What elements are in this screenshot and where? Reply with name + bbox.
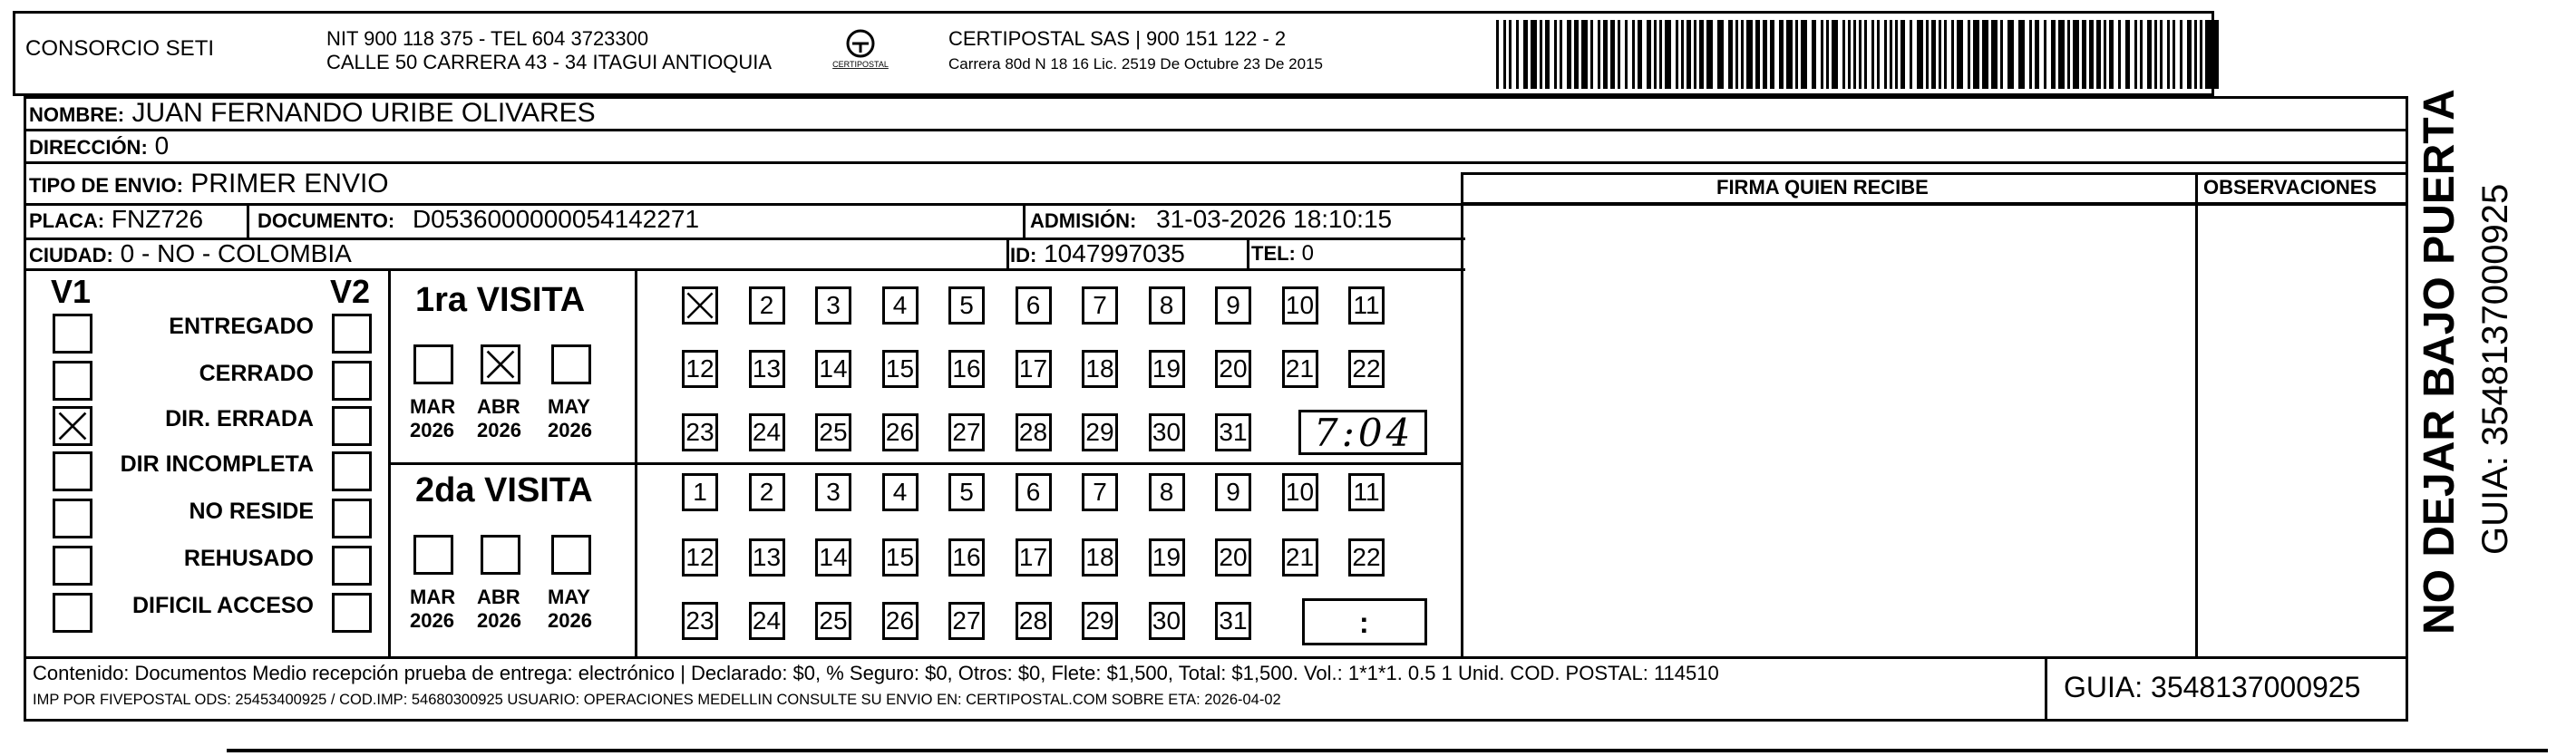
day-box[interactable] <box>1149 538 1185 577</box>
v1-label: V1 <box>51 273 92 310</box>
certipostal-logo <box>832 27 889 76</box>
day-number: 10 <box>1285 478 1315 506</box>
day-number: 19 <box>1152 354 1181 383</box>
day-box[interactable] <box>1215 473 1251 511</box>
day-box[interactable] <box>1082 350 1118 388</box>
ciudad-value: 0 - NO - COLOMBIA <box>120 239 352 267</box>
day-number: 6 <box>1026 478 1041 506</box>
day-number: 27 <box>952 606 981 635</box>
day-box[interactable] <box>1082 286 1118 325</box>
day-box[interactable] <box>1348 350 1385 388</box>
day-box[interactable] <box>1082 538 1118 577</box>
status-label: DIR INCOMPLETA <box>120 451 314 477</box>
day-number: 20 <box>1219 354 1248 383</box>
day-number: 18 <box>1085 354 1114 383</box>
day-box[interactable] <box>682 473 718 511</box>
day-box[interactable] <box>682 350 718 388</box>
col-line <box>1247 237 1249 268</box>
day-box[interactable] <box>1282 286 1318 325</box>
day-box[interactable] <box>1149 350 1185 388</box>
day-number: 17 <box>1018 543 1048 571</box>
day-box[interactable] <box>1348 538 1385 577</box>
second-time-value: : <box>1359 606 1369 639</box>
col-line <box>2195 172 2198 656</box>
day-number: 31 <box>1219 606 1248 635</box>
col-line <box>2045 656 2047 722</box>
first-time-value: 7:04 <box>1314 411 1414 455</box>
day-box[interactable] <box>1348 473 1385 511</box>
certipostal-line-2: Carrera 80d N 18 16 Lic. 2519 De Octubre 23 De 2015 <box>948 55 1323 73</box>
day-box[interactable] <box>1149 286 1185 325</box>
day-number: 23 <box>685 606 714 635</box>
day-box[interactable] <box>815 473 851 511</box>
first-visit-title: 1ra VISITA <box>415 281 586 319</box>
day-number: 30 <box>1152 418 1181 446</box>
day-box[interactable] <box>1016 602 1052 640</box>
day-box[interactable] <box>815 413 851 451</box>
day-box[interactable] <box>682 538 718 577</box>
month-label: MAR <box>410 586 456 608</box>
day-number: 15 <box>885 543 915 571</box>
month-label: ABR <box>477 395 520 418</box>
documento-value: D0536000000054142271 <box>412 205 700 233</box>
tipo-envio-value: PRIMER ENVIO <box>190 169 389 199</box>
day-box[interactable] <box>749 413 785 451</box>
day-box[interactable] <box>882 413 919 451</box>
row-line <box>24 129 2408 131</box>
day-box[interactable] <box>1149 602 1185 640</box>
month-label: MAR <box>410 395 456 418</box>
day-number: 22 <box>1352 354 1381 383</box>
day-number: 23 <box>685 418 714 446</box>
day-number: 31 <box>1219 418 1248 446</box>
day-number: 27 <box>952 418 981 446</box>
day-number: 14 <box>819 354 848 383</box>
day-number: 12 <box>685 354 714 383</box>
second-visit-title: 2da VISITA <box>415 471 593 509</box>
first-time-box[interactable] <box>1298 410 1427 455</box>
day-number: 25 <box>819 418 848 446</box>
day-number: 24 <box>752 606 782 635</box>
day-number: 17 <box>1018 354 1048 383</box>
day-number: 16 <box>952 543 981 571</box>
day-box[interactable] <box>1016 538 1052 577</box>
year-label: 2026 <box>548 609 592 632</box>
placa-label: PLACA: <box>29 209 105 232</box>
nombre-field <box>29 100 596 127</box>
day-number: 6 <box>1026 291 1041 319</box>
x-mark-icon <box>685 290 715 327</box>
day-number: 4 <box>892 291 908 319</box>
day-box[interactable] <box>682 286 718 325</box>
day-box[interactable] <box>948 473 985 511</box>
footer-guia: GUIA: 3548137000925 <box>2064 671 2361 703</box>
direccion-field <box>29 133 169 159</box>
day-box[interactable] <box>815 350 851 388</box>
admision-field <box>1030 207 1392 232</box>
v2-label: V2 <box>330 273 371 310</box>
day-box[interactable] <box>815 286 851 325</box>
month-label: MAY <box>548 586 590 608</box>
day-number: 25 <box>819 606 848 635</box>
v2-checkbox[interactable] <box>332 314 372 354</box>
day-number: 9 <box>1226 291 1240 319</box>
day-box[interactable] <box>1282 473 1318 511</box>
col-line <box>1461 172 1463 656</box>
day-box[interactable] <box>1215 602 1251 640</box>
day-number: 14 <box>819 543 848 571</box>
barcode <box>1496 20 2221 89</box>
nombre-label: NOMBRE: <box>29 103 125 126</box>
id-label: ID: <box>1010 244 1037 267</box>
row-line <box>1463 202 2408 205</box>
v2-checkbox[interactable] <box>332 451 372 491</box>
day-box[interactable] <box>1282 538 1318 577</box>
imp-text: IMP POR FIVEPOSTAL ODS: 25453400925 / COD.IMP: 54680300925 USUARIO: OPERACIONES MEDELLIN CONSULTE SU ENVIO EN: CERTIPOSTAL.COM SOBRE ETA: 2026-04-02 <box>33 692 1281 708</box>
day-number: 7 <box>1093 478 1107 506</box>
day-box[interactable] <box>948 538 985 577</box>
v2-checkbox[interactable] <box>332 546 372 586</box>
year-label: 2026 <box>477 609 521 632</box>
status-label: ENTREGADO <box>169 314 314 339</box>
day-number: 24 <box>752 418 782 446</box>
day-box[interactable] <box>749 538 785 577</box>
day-number: 19 <box>1152 543 1181 571</box>
day-box[interactable] <box>1149 473 1185 511</box>
day-box[interactable] <box>1215 413 1251 451</box>
placa-field <box>29 207 203 232</box>
id-field <box>1010 241 1185 267</box>
day-box[interactable] <box>948 286 985 325</box>
status-label: DIFICIL ACCESO <box>131 593 314 618</box>
year-label: 2026 <box>548 419 592 441</box>
ciudad-field <box>29 241 352 267</box>
col-line <box>1023 203 1026 237</box>
tel-field <box>1251 243 1314 265</box>
day-number: 8 <box>1159 291 1174 319</box>
barcode-bars <box>1496 20 2221 89</box>
x-mark-icon <box>484 348 517 385</box>
id-value: 1047997035 <box>1044 239 1185 267</box>
day-box[interactable] <box>1082 413 1118 451</box>
day-box[interactable] <box>749 350 785 388</box>
bottom-rule <box>227 749 2548 752</box>
side-notice: NO DEJAR BAJO PUERTA <box>2416 89 2464 635</box>
month-checkbox[interactable] <box>551 344 591 384</box>
day-box[interactable] <box>1082 473 1118 511</box>
day-box[interactable] <box>815 538 851 577</box>
day-number: 11 <box>1353 291 1380 319</box>
v2-checkbox[interactable] <box>332 593 372 633</box>
day-number: 9 <box>1226 478 1240 506</box>
tel-value: 0 <box>1301 241 1314 266</box>
day-number: 26 <box>885 418 915 446</box>
nombre-value: JUAN FERNANDO URIBE OLIVARES <box>131 98 596 128</box>
month-checkbox[interactable] <box>481 535 520 575</box>
day-box[interactable] <box>1215 286 1251 325</box>
tipo-envio-field <box>29 170 389 198</box>
day-box[interactable] <box>682 413 718 451</box>
observaciones-header: OBSERVACIONES <box>2203 176 2377 199</box>
day-number: 1 <box>693 478 707 506</box>
month-checkbox[interactable] <box>413 535 453 575</box>
day-number: 29 <box>1085 418 1114 446</box>
day-box[interactable] <box>882 538 919 577</box>
day-box[interactable] <box>882 350 919 388</box>
day-box[interactable] <box>1016 350 1052 388</box>
month-label: ABR <box>477 586 520 608</box>
logo-text: CERTIPOSTAL <box>832 60 889 69</box>
day-number: 4 <box>892 478 908 506</box>
year-label: 2026 <box>410 609 454 632</box>
col-line <box>247 203 249 237</box>
day-box[interactable] <box>1082 602 1118 640</box>
day-number: 18 <box>1085 543 1114 571</box>
day-number: 10 <box>1285 291 1315 319</box>
day-number: 11 <box>1353 478 1380 506</box>
company-name: CONSORCIO SETI <box>25 36 215 61</box>
day-number: 15 <box>885 354 915 383</box>
day-box[interactable] <box>1149 413 1185 451</box>
documento-field <box>258 207 699 232</box>
status-label: DIR. ERRADA <box>165 406 314 431</box>
day-number: 5 <box>959 478 974 506</box>
month-checkbox[interactable] <box>551 535 591 575</box>
day-box[interactable] <box>882 473 919 511</box>
day-box[interactable] <box>682 602 718 640</box>
row-line <box>24 268 1465 271</box>
address-line: CALLE 50 CARRERA 43 - 34 ITAGUI ANTIOQUIA <box>326 51 773 73</box>
day-box[interactable] <box>948 413 985 451</box>
day-number: 16 <box>952 354 981 383</box>
row-line <box>24 161 2408 164</box>
day-box[interactable] <box>815 602 851 640</box>
firma-header: FIRMA QUIEN RECIBE <box>1716 176 1929 199</box>
v2-checkbox[interactable] <box>332 499 372 538</box>
status-label: REHUSADO <box>183 546 314 571</box>
day-box[interactable] <box>1016 286 1052 325</box>
direccion-label: DIRECCIÓN: <box>29 136 148 159</box>
visit-divider <box>388 462 1462 465</box>
day-box[interactable] <box>1016 473 1052 511</box>
day-number: 21 <box>1285 543 1315 571</box>
day-number: 21 <box>1285 354 1315 383</box>
contenido-text: Contenido: Documentos Medio recepción prueba de entrega: electrónico | Declarado: $0, % Seguro: $0, Otros: $0, Flete: $1,500, Total: $1,500. Vol.: 1*1*1. 0.5 1 Unid. COD. POSTAL: 114510 <box>33 662 1719 684</box>
second-time-box[interactable] <box>1302 598 1427 645</box>
tel-label: TEL: <box>1251 242 1296 265</box>
day-number: 26 <box>885 606 915 635</box>
day-number: 30 <box>1152 606 1181 635</box>
day-number: 28 <box>1018 418 1048 446</box>
day-number: 8 <box>1159 478 1174 506</box>
day-number: 12 <box>685 543 714 571</box>
v2-checkbox[interactable] <box>332 406 372 446</box>
status-label: CERRADO <box>199 361 314 386</box>
day-box[interactable] <box>882 602 919 640</box>
day-box[interactable] <box>749 286 785 325</box>
day-number: 29 <box>1085 606 1114 635</box>
day-box[interactable] <box>948 602 985 640</box>
day-number: 5 <box>959 291 974 319</box>
month-checkbox[interactable] <box>481 344 520 384</box>
day-number: 3 <box>826 291 841 319</box>
footer-line <box>24 656 2408 659</box>
placa-value: FNZ726 <box>111 205 204 233</box>
day-number: 22 <box>1352 543 1381 571</box>
day-box[interactable] <box>1282 350 1318 388</box>
month-label: MAY <box>548 395 590 418</box>
ciudad-label: CIUDAD: <box>29 244 113 267</box>
col-line <box>1006 237 1009 268</box>
day-number: 2 <box>759 291 774 319</box>
day-number: 20 <box>1219 543 1248 571</box>
year-label: 2026 <box>477 419 521 441</box>
v2-checkbox[interactable] <box>332 361 372 401</box>
admision-label: ADMISIÓN: <box>1030 209 1137 232</box>
day-box[interactable] <box>749 602 785 640</box>
admision-value: 31-03-2026 18:10:15 <box>1156 205 1393 233</box>
day-number: 13 <box>752 354 782 383</box>
documento-label: DOCUMENTO: <box>258 209 395 232</box>
side-guia: GUIA: 3548137000925 <box>2475 183 2515 555</box>
day-number: 7 <box>1093 291 1107 319</box>
status-label: NO RESIDE <box>189 499 314 524</box>
day-box[interactable] <box>1215 538 1251 577</box>
certipostal-line-1: CERTIPOSTAL SAS | 900 151 122 - 2 <box>948 27 1287 50</box>
month-checkbox[interactable] <box>413 344 453 384</box>
tipo-envio-label: TIPO DE ENVIO: <box>29 174 183 197</box>
year-label: 2026 <box>410 419 454 441</box>
day-box[interactable] <box>882 286 919 325</box>
row-line <box>1461 172 2408 175</box>
day-box[interactable] <box>1348 286 1385 325</box>
nit-line: NIT 900 118 375 - TEL 604 3723300 <box>326 27 649 50</box>
direccion-value: 0 <box>154 131 170 160</box>
day-box[interactable] <box>948 350 985 388</box>
day-box[interactable] <box>1215 350 1251 388</box>
day-number: 28 <box>1018 606 1048 635</box>
day-box[interactable] <box>1016 413 1052 451</box>
day-number: 3 <box>826 478 841 506</box>
day-number: 13 <box>752 543 782 571</box>
day-number: 2 <box>759 478 774 506</box>
day-box[interactable] <box>749 473 785 511</box>
